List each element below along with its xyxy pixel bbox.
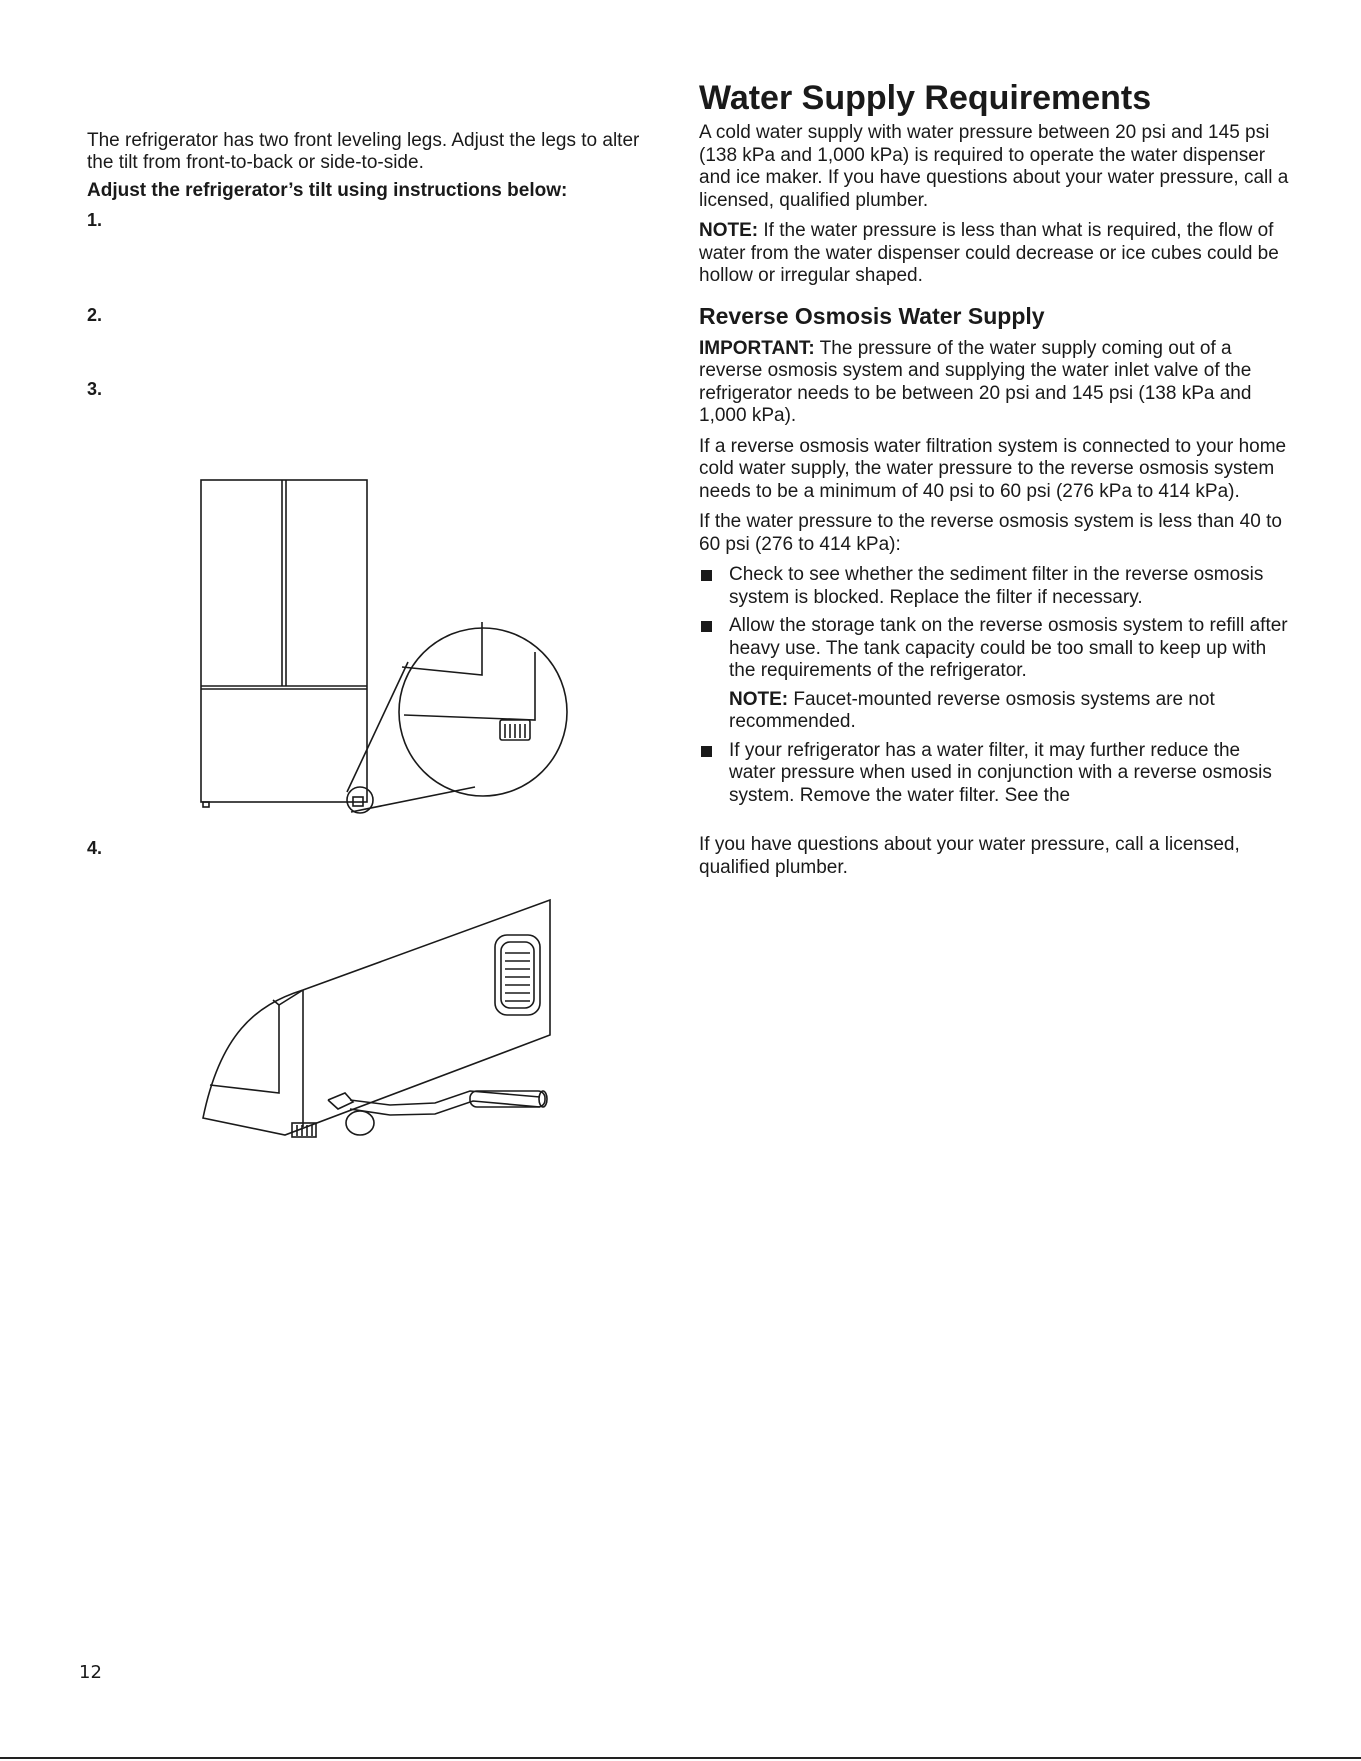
note-text: If the water pressure is less than what is required, the flow of water from the water dispenser could decrease or ice cubes could be hollow or irregular shaped. bbox=[699, 220, 1279, 286]
faucet-mounted-note bbox=[699, 689, 1289, 734]
reverse-osmosis-title: Reverse Osmosis Water Supply bbox=[699, 302, 1045, 329]
step-number-2: 2. bbox=[87, 305, 103, 325]
ro-pressure-paragraph: If a reverse osmosis water filtration system is connected to your home cold water supply, the water pressure to the reverse osmosis system needs to be a minimum of 40 psi to 60 psi (276 kPa to 414 kPa). bbox=[699, 435, 1287, 502]
square-bullet-icon bbox=[701, 746, 712, 757]
left-column bbox=[87, 130, 667, 203]
right-column bbox=[699, 78, 1289, 813]
bottom-rule bbox=[0, 1757, 1361, 1759]
leveling-intro: The refrigerator has two front leveling legs. Adjust the legs to alter the tilt from front-to-back or side-to-side. bbox=[87, 130, 640, 173]
list-item: Check to see whether the sediment filter in the reverse osmosis system is blocked. Replace the filter if necessary. bbox=[699, 564, 1289, 609]
step-number-3: 3. bbox=[87, 379, 103, 399]
ro-checklist-continued bbox=[699, 740, 1289, 808]
square-bullet-icon bbox=[701, 570, 712, 581]
note-text: Faucet-mounted reverse osmosis systems are not recommended. bbox=[729, 688, 1215, 732]
square-bullet-icon bbox=[701, 621, 712, 632]
flow-note bbox=[699, 220, 1289, 288]
refrigerator-leveling-leg-illustration bbox=[195, 472, 585, 822]
water-supply-paragraph: A cold water supply with water pressure between 20 psi and 145 psi (138 kPa and 1,000 kPa) is required to operate the water dispenser and ice maker. If you have questions about your water pressure, call a licensed, qualified plumber. bbox=[699, 122, 1289, 211]
ro-checklist bbox=[699, 564, 1289, 683]
closing-paragraph: If you have questions about your water pressure, call a licensed, qualified plumber. bbox=[699, 834, 1240, 878]
ro-low-pressure-paragraph: If the water pressure to the reverse osmosis system is less than 40 to 60 psi (276 to 414 kPa): bbox=[699, 511, 1282, 555]
note-label: NOTE: bbox=[729, 688, 789, 710]
note-label: NOTE: bbox=[699, 220, 759, 241]
step-number-1: 1. bbox=[87, 210, 103, 230]
important-text: The pressure of the water supply coming out of a reverse osmosis system and supplying the water inlet valve of the refrigerator needs to be between 20 psi and 145 psi (138 kPa and 1,000 kPa). bbox=[699, 337, 1252, 426]
list-item: If your refrigerator has a water filter, it may further reduce the water pressure when used in conjunction with a reverse osmosis system. Remove the water filter. See the bbox=[699, 740, 1289, 808]
important-note bbox=[699, 338, 1289, 428]
adjust-tilt-heading: Adjust the refrigerator’s tilt using instructions below: bbox=[87, 180, 568, 201]
leveling-wrench-illustration bbox=[195, 895, 565, 1145]
important-label: IMPORTANT: bbox=[699, 337, 815, 359]
step-number-4: 4. bbox=[87, 838, 103, 858]
water-supply-title: Water Supply Requirements bbox=[699, 79, 1152, 117]
list-item: Allow the storage tank on the reverse osmosis system to refill after heavy use. The tank capacity could be too small to keep up with the requirements of the refrigerator. bbox=[699, 615, 1289, 683]
page-number: 12 bbox=[79, 1662, 102, 1683]
